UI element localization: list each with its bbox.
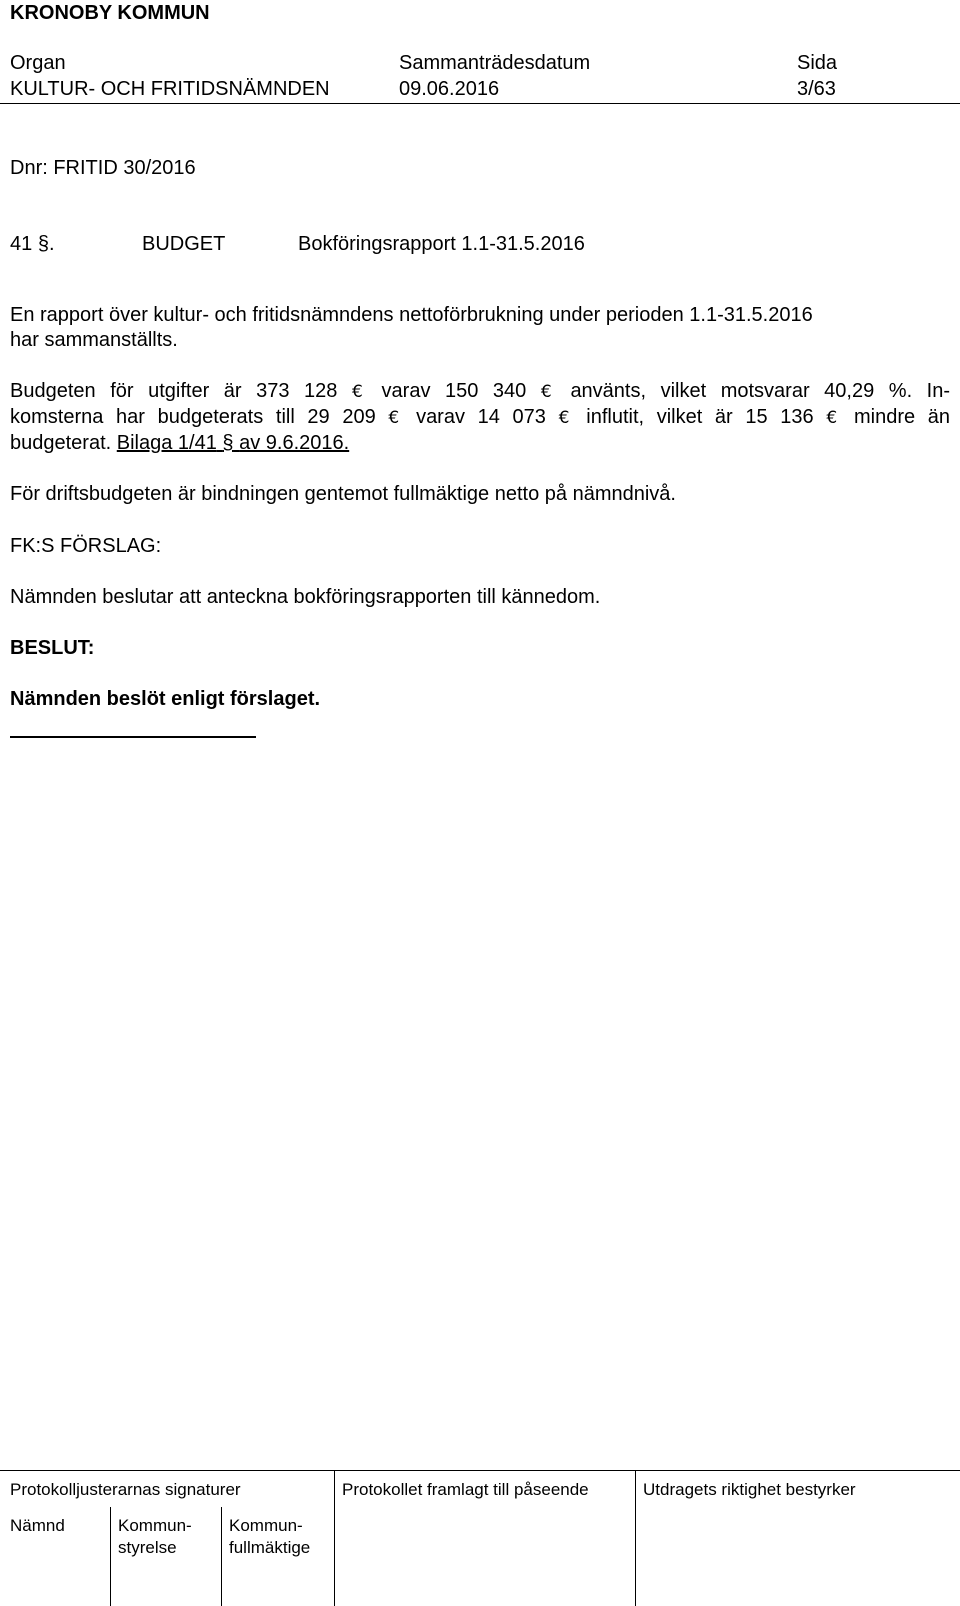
board-signature-label: Nämnd (10, 1516, 65, 1535)
euro-icon: € (558, 408, 570, 428)
end-rule (10, 736, 256, 738)
euro-icon: € (388, 408, 400, 428)
organ-label: Organ (10, 52, 66, 74)
municipal-council-label-line1: Kommun- (229, 1516, 303, 1535)
footer-divider (110, 1507, 111, 1606)
euro-icon: € (351, 382, 363, 402)
report-paragraph-line1: En rapport över kultur- och fritidsnämndens nettoförbrukning under perioden 1.1-31.5.2016 (10, 304, 813, 326)
proposal-label: FK:S FÖRSLAG: (10, 535, 162, 557)
municipal-board-label-line1: Kommun- (118, 1516, 192, 1535)
certified-label: Utdragets riktighet bestyrker (643, 1480, 856, 1499)
page-label: Sida (797, 52, 838, 74)
municipal-board-label-line2: styrelse (118, 1538, 177, 1557)
paragraph-icon: § (37, 233, 49, 255)
header-divider (0, 103, 960, 104)
attachment-reference: Bilaga 1/41 § av 9.6.2016. (116, 432, 350, 454)
footer-divider (334, 1471, 335, 1606)
budget-paragraph: Budgeten för utgifter är 373 128 € varav 150 340 € använts, vilket motsvarar 40,29 %. In- komsterna har budgeterats till 29 209 € varav 14 073 € influtit, vilket är 15 136 € mindre än budgeterat. Bilaga 1/41 § av 9.6.2016. (10, 380, 951, 454)
displayed-label: Protokollet framlagt till påseende (342, 1480, 589, 1499)
signature-footer (0, 1470, 960, 1606)
proposal-text: Nämnden beslutar att anteckna bokföringsrapporten till kännedom. (10, 586, 601, 608)
meeting-date-label: Sammanträdesdatum (399, 52, 591, 74)
section-category: BUDGET (142, 233, 226, 255)
section-number: 41 §. (10, 233, 55, 255)
binding-paragraph: För driftsbudgeten är bindningen gentemot fullmäktige netto på nämndnivå. (10, 483, 676, 505)
euro-icon: € (540, 382, 552, 402)
diary-number: Dnr: FRITID 30/2016 (10, 157, 196, 179)
footer-divider (221, 1507, 222, 1606)
meeting-date-value: 09.06.2016 (399, 78, 500, 100)
organ-value: KULTUR- OCH FRITIDSNÄMNDEN (10, 78, 330, 100)
footer-divider (635, 1471, 636, 1606)
decision-label: BESLUT: (10, 637, 95, 659)
page-number: 3/63 (797, 78, 836, 100)
report-paragraph-line2: har sammanställts. (10, 329, 178, 351)
municipal-council-label-line2: fullmäktige (229, 1538, 311, 1557)
signatures-label: Protokolljusterarnas signaturer (10, 1480, 241, 1499)
section-title: Bokföringsrapport 1.1-31.5.2016 (298, 233, 585, 255)
municipality-name: KRONOBY KOMMUN (10, 2, 210, 24)
paragraph-icon: § (222, 432, 234, 454)
euro-icon: € (826, 408, 838, 428)
decision-text: Nämnden beslöt enligt förslaget. (10, 688, 321, 710)
